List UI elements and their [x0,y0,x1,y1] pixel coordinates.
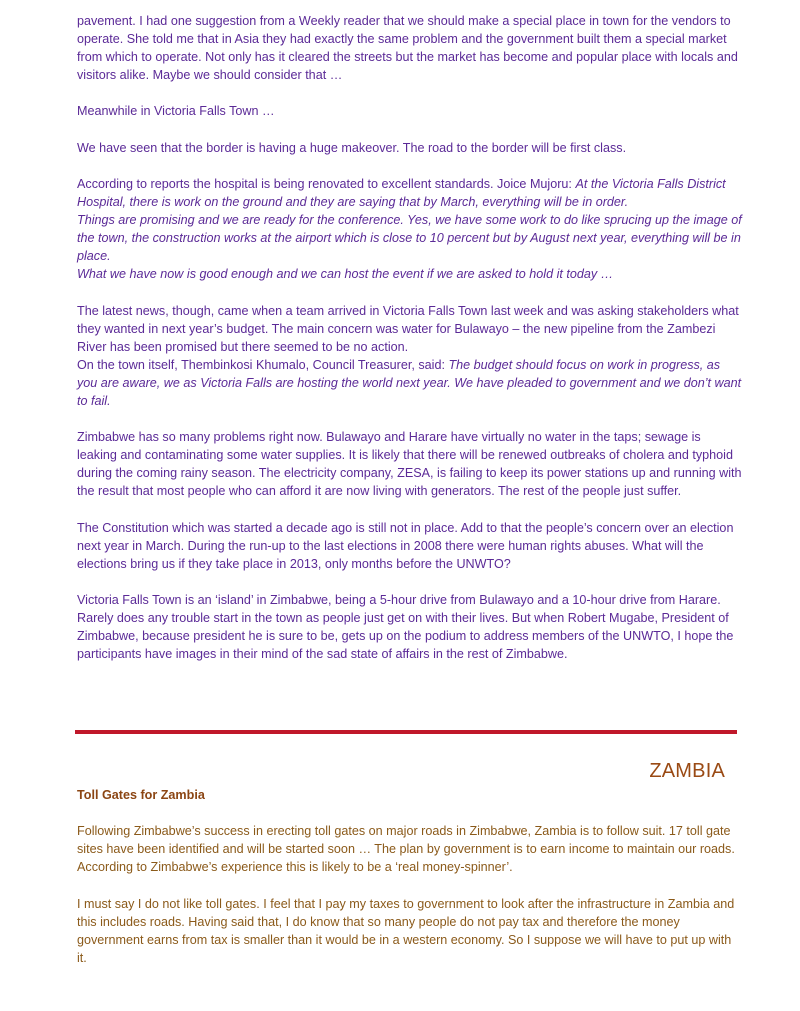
paragraph: We have seen that the border is having a huge makeover. The road to the border will be first class. [77,140,627,155]
paragraph [77,175,742,211]
paragraph: The Constitution which was started a decade ago is still not in place. Add to that the people’s concern over an election next year in March. During the run-up to the last elections in 2008 there were human rights abuses. What will the elections bring us if they take place in 2013, only months before the UNWTO? [77,520,734,571]
section-divider [75,730,737,734]
paragraph: Zimbabwe has so many problems right now. Bulawayo and Harare have virtually no water in the taps; sewage is leaking and contaminating some water supplies. It is likely that there will be renewed outbreaks of cholera and typhoid during the coming rainy season. The electricity company, ZESA, is failing to keep its power stations up and running with the result that most people who can afford it are now living with generators. The rest of the people just suffer. [77,430,742,499]
quote-text: At the Victoria Falls District Hospital, there is work on the ground and they are saying that by March, everything will be in order. [77,176,726,209]
paragraph: Victoria Falls Town is an ‘island’ in Zimbabwe, being a 5-hour drive from Bulawayo and a 10-hour drive from Harare. Rarely does any trouble start in the town as people just get on with their lives. But when Robert Mugabe, President of Zimbabwe, because president he is sure to be, gets up on the podium to address members of the UNWTO, I hope the participants have images in their mind of the sad state of affairs in the rest of Zimbabwe. [77,593,734,662]
paragraph: Meanwhile in Victoria Falls Town … [77,104,275,119]
paragraph [77,356,742,410]
zimbabwe-section [77,12,742,681]
paragraph: I must say I do not like toll gates. I feel that I pay my taxes to government to look after the infrastructure in Zambia and this includes roads. Having said that, I do know that so many people do not pay tax and therefore the money government earns from tax is smaller than it would be in a western economy. So I suppose we will have to put up with it. [77,896,735,965]
article-heading: Toll Gates for Zambia [77,788,205,802]
paragraph: The latest news, though, came when a team arrived in Victoria Falls Town last week and was asking stakeholders what they wanted in next year’s budget. The main concern was water for Bulawayo – the new pipeline from the Zambezi River has been promised but there seemed to be no action. [77,303,739,354]
paragraph-text: On the town itself, Thembinkosi Khumalo, Council Treasurer, said: [77,357,449,372]
paragraph: Following Zimbabwe’s success in erecting toll gates on major roads in Zimbabwe, Zambia is to follow suit. 17 toll gate sites have been identified and will be started soon … The plan by government is to earn income to maintain our roads. According to Zimbabwe’s experience this is likely to be a ‘real money-spinner’. [77,824,735,875]
quote-paragraph: What we have now is good enough and we can host the event if we are asked to hold it today … [77,267,614,282]
quote-paragraph: Things are promising and we are ready for the conference. Yes, we have some work to do like sprucing up the image of the town, the construction works at the airport which is close to 10 percent but by August next year, everything will be in place. [77,213,742,264]
quote-text: The budget should focus on work in progress, as you are aware, we as Victoria Falls are hosting the world next year. We have pleaded to government and we don’t want to fail. [77,357,742,408]
paragraph-text: According to reports the hospital is being renovated to excellent standards. Joice Mujoru: [77,176,576,191]
zambia-section [77,786,742,985]
paragraph: pavement. I had one suggestion from a Weekly reader that we should make a special place in town for the vendors to operate. She told me that in Asia they had exactly the same problem and the government built them a special market from which to operate. Not only has it cleared the streets but the market has become and popular place with locals and visitors alike. Maybe we should consider that … [77,14,738,83]
country-heading: ZAMBIA [649,760,725,782]
